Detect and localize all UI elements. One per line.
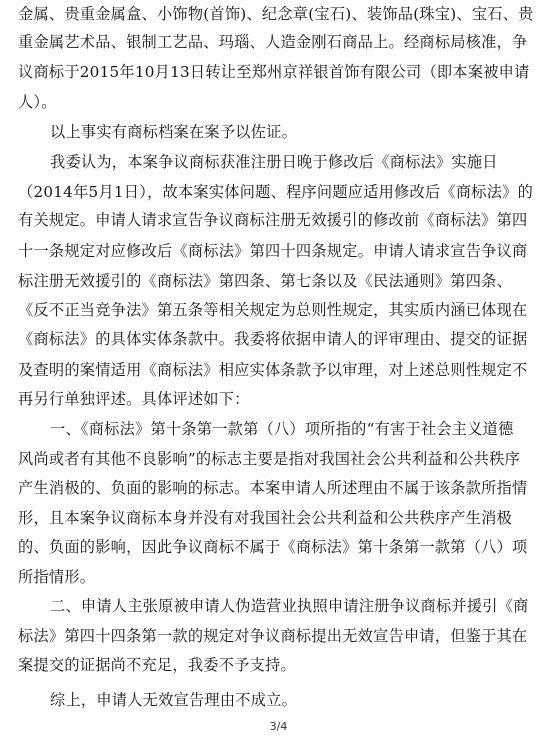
paragraph-line: 《反不正当竞争法》第五条等相关规定为总则性规定，其实质内涵已体现在 xyxy=(18,301,528,319)
paragraph-line: 《商标法》的具体实体条款中。我委将依据申请人的评审理由、提交的证据 xyxy=(18,330,528,348)
paragraph-line: 人）。 xyxy=(18,93,57,111)
paragraph-line: 标法》第四十四条第一款的规定对争议商标提出无效宣告申请，但鉴于其在 xyxy=(18,627,528,645)
paragraph-line: 二、申请人主张原被申请人伪造营业执照申请注册争议商标并援引《商 xyxy=(50,597,529,615)
paragraph-line: 标注册无效援引的《商标法》第四条、第七条以及《民法通则》第四条、 xyxy=(18,272,512,290)
paragraph-line: 一、《商标法》第十条第一款第（八）项所指的“有害于社会主义道德 xyxy=(50,420,514,438)
paragraph-line: 有关规定。申请人请求宣告争议商标注册无效援引的修改前《商标法》第四 xyxy=(18,211,528,229)
paragraph-line: 金属、贵重金属盒、小饰物(首饰)、纪念章(宝石)、装饰品(珠宝)、宝石、贵 xyxy=(18,5,534,23)
paragraph-line: 的、负面的影响，因此争议商标不属于《商标法》第十条第一款第（八）项 xyxy=(18,538,528,556)
paragraph-line: 及查明的案情适用《商标法》相应实体条款予以审理，对上述总则性规定不 xyxy=(18,361,528,379)
paragraph-line: 十一条规定对应修改后《商标法》第四十四条规定。申请人请求宣告争议商 xyxy=(18,242,528,260)
paragraph-line: 我委认为，本案争议商标获准注册日晚于修改后《商标法》实施日 xyxy=(50,153,498,171)
paragraph-line: 风尚或者有其他不良影响”的标志主要是指对我国社会公共利益和公共秩序 xyxy=(18,450,521,468)
paragraph-line: 议商标于2015年10月13日转让至郑州京祥银首饰有限公司（即本案被申请 xyxy=(18,63,530,81)
paragraph-line: 产生消极的、负面的影响的标志。本案申请人所述理由不属于该条款所指情 xyxy=(18,479,528,497)
paragraph-line: 形，且本案争议商标本身并没有对我国社会公共利益和公共秩序产生消极 xyxy=(18,509,512,527)
paragraph-line: 案提交的证据尚不充足，我委不予支持。 xyxy=(18,656,296,674)
paragraph-line: （2014年5月1日），故本案实体问题、程序问题应适用修改后《商标法》的 xyxy=(18,183,534,201)
paragraph-line: 综上，申请人无效宣告理由不成立。 xyxy=(50,691,297,709)
paragraph-line: 以上事实有商标档案在案予以佐证。 xyxy=(50,123,297,141)
paragraph-line: 重金属艺术品、银制工艺品、玛瑙、人造金刚石商品上。经商标局核准，争 xyxy=(18,33,528,51)
paragraph-line: 再另行单独评述。具体评述如下： xyxy=(18,390,250,408)
paragraph-line: 所指情形。 xyxy=(18,568,96,586)
page-number: 3/4 xyxy=(269,720,288,733)
